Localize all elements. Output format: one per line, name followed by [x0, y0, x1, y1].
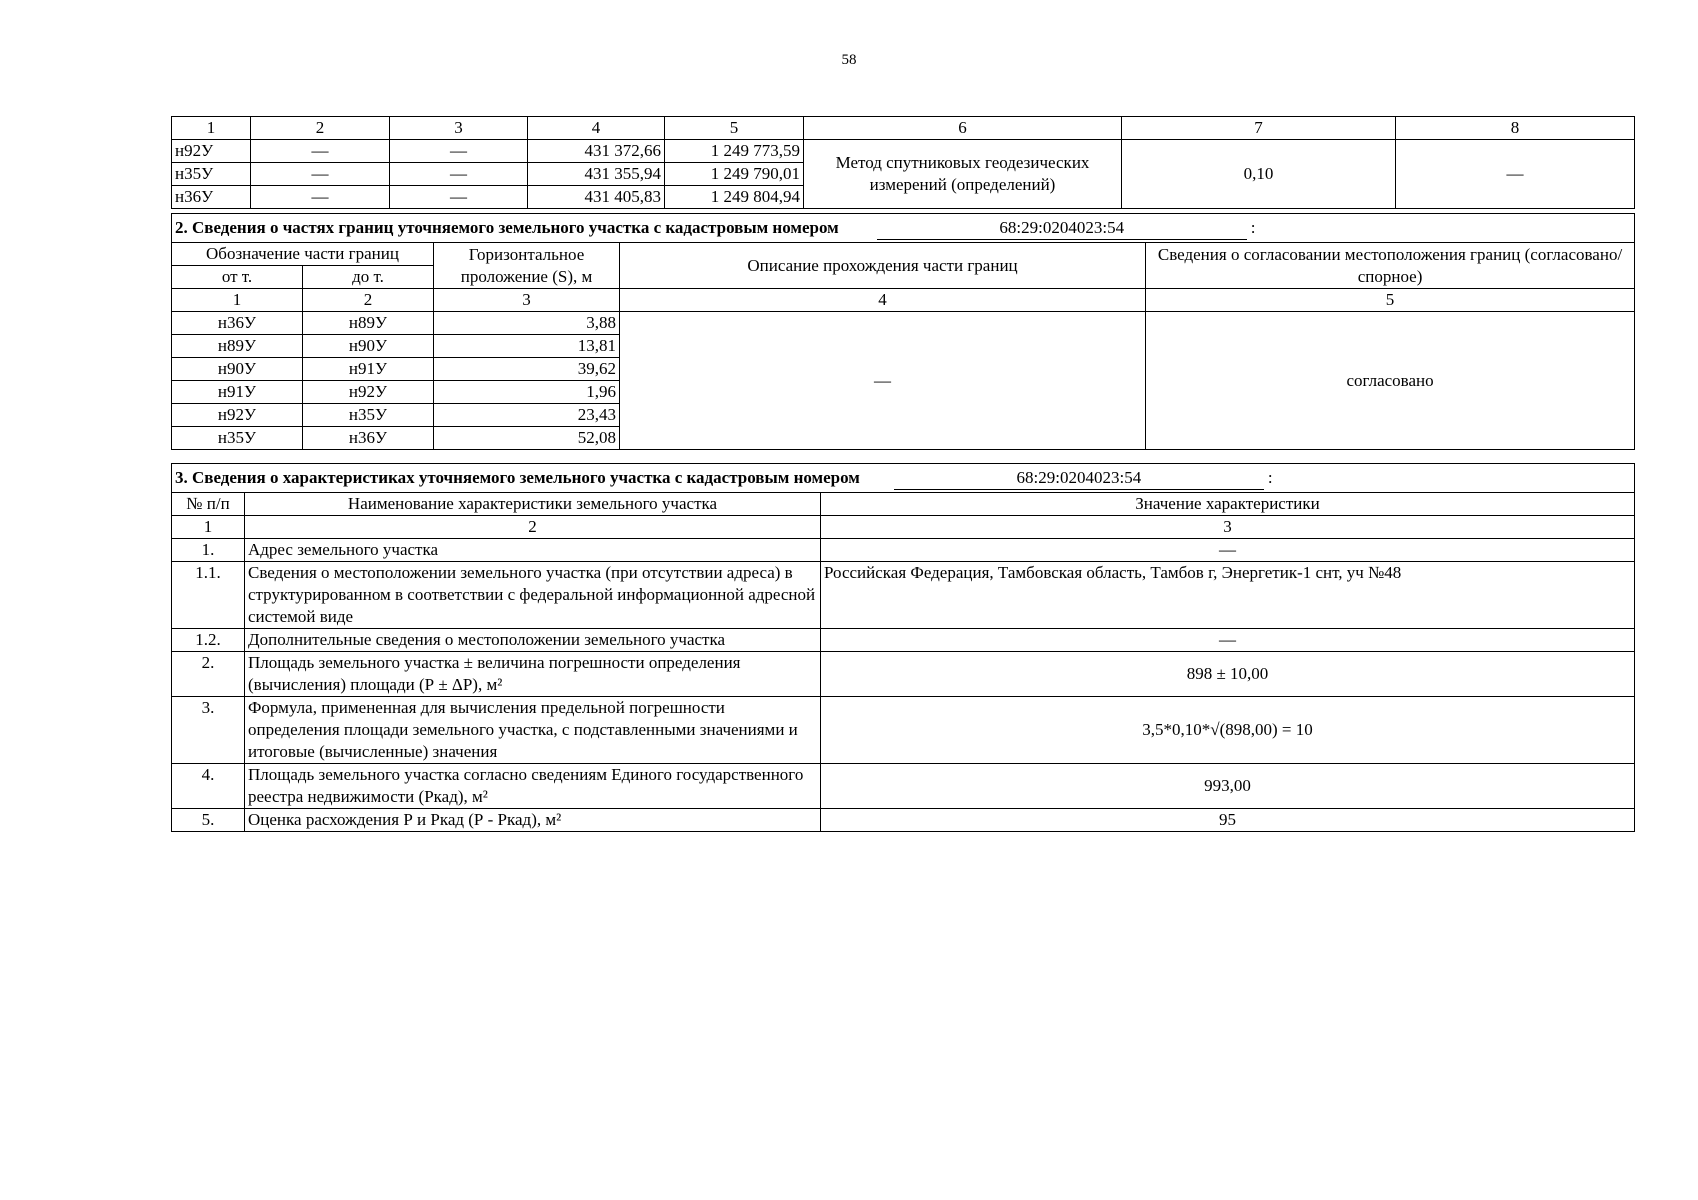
table-row: [172, 562, 1635, 629]
from-point: н36У: [172, 312, 303, 335]
row-number: 5.: [172, 809, 245, 832]
cell-dash: —: [251, 186, 390, 209]
point-name: н36У: [172, 186, 251, 209]
table-header-row: [172, 117, 1635, 140]
section-2-header: [172, 214, 1635, 243]
table-number-row: [172, 289, 1635, 312]
section-3-title-text: 3. Сведения о характеристиках уточняемого земельного участка с кадастровым номером: [175, 467, 860, 487]
characteristic-value: 993,00: [821, 764, 1635, 809]
cell-dash: —: [390, 140, 528, 163]
table-row: [172, 809, 1635, 832]
col-header-5: 5: [665, 117, 804, 140]
table-row: [172, 312, 1635, 335]
table-row: [172, 140, 1635, 163]
cell-dash: —: [390, 163, 528, 186]
value-header: Значение характеристики: [821, 493, 1635, 516]
table-row: [172, 652, 1635, 697]
col-number: 1: [172, 516, 245, 539]
page-number: 58: [841, 52, 857, 68]
table-row: [172, 764, 1635, 809]
row-number: 1.1.: [172, 562, 245, 629]
characteristic-name: Оценка расхождения Р и Ркад (Р - Ркад), м²: [245, 809, 821, 832]
characteristic-value: 3,5*0,10*√(898,00) = 10: [821, 697, 1635, 764]
coord-y: 1 249 773,59: [665, 140, 804, 163]
horizontal-value: 1,96: [434, 381, 620, 404]
coord-y: 1 249 790,01: [665, 163, 804, 186]
agreement-header: Сведения о согласовании местоположения границ (согласовано/спорное): [1146, 243, 1635, 289]
section-2-title: [172, 214, 1635, 243]
coord-y: 1 249 804,94: [665, 186, 804, 209]
description-header: Описание прохождения части границ: [620, 243, 1146, 289]
table-header-row: [172, 493, 1635, 516]
designation-header: Обозначение части границ: [172, 243, 434, 266]
row-number: 4.: [172, 764, 245, 809]
characteristic-value: Российская Федерация, Тамбовская область, Тамбов г, Энергетик-1 снт, уч №48: [821, 562, 1635, 629]
col-number: 4: [620, 289, 1146, 312]
col-header-4: 4: [528, 117, 665, 140]
col8-cell: —: [1396, 140, 1635, 209]
col-number: 3: [434, 289, 620, 312]
section-2-cadastral-number: 68:29:0204023:54: [877, 217, 1247, 240]
from-point: н91У: [172, 381, 303, 404]
horizontal-header: Горизонтальное проложение (S), м: [434, 243, 620, 289]
characteristic-value: —: [821, 539, 1635, 562]
row-number: 1.2.: [172, 629, 245, 652]
section-3-header: [172, 464, 1635, 493]
name-header: Наименование характеристики земельного участка: [245, 493, 821, 516]
precision-cell: 0,10: [1122, 140, 1396, 209]
description-cell: —: [620, 312, 1146, 450]
col-header-7: 7: [1122, 117, 1396, 140]
col-header-2: 2: [251, 117, 390, 140]
characteristic-name: Дополнительные сведения о местоположении земельного участка: [245, 629, 821, 652]
agreement-cell: согласовано: [1146, 312, 1635, 450]
from-point: н90У: [172, 358, 303, 381]
col-header-1: 1: [172, 117, 251, 140]
from-point: н92У: [172, 404, 303, 427]
cell-dash: —: [390, 186, 528, 209]
col-header-6: 6: [804, 117, 1122, 140]
section-3-cadastral-number: 68:29:0204023:54: [894, 467, 1264, 490]
characteristic-value: —: [821, 629, 1635, 652]
horizontal-value: 52,08: [434, 427, 620, 450]
coord-x: 431 405,83: [528, 186, 665, 209]
table-header-row: [172, 243, 1635, 266]
cell-dash: —: [251, 140, 390, 163]
to-point: н89У: [303, 312, 434, 335]
horizontal-value: 3,88: [434, 312, 620, 335]
from-point: н89У: [172, 335, 303, 358]
point-name: н35У: [172, 163, 251, 186]
cell-dash: —: [251, 163, 390, 186]
characteristic-name: Формула, примененная для вычисления предельной погрешности определения площади земельного участка, с подставленными значениями и итоговые (вычисленные) значения: [245, 697, 821, 764]
boundary-parts-table: [171, 213, 1635, 450]
section-3-title: [172, 464, 1635, 493]
characteristics-table: [171, 463, 1635, 832]
table-row: [172, 697, 1635, 764]
from-header: от т.: [172, 266, 303, 289]
from-point: н35У: [172, 427, 303, 450]
table-row: [172, 629, 1635, 652]
coord-x: 431 355,94: [528, 163, 665, 186]
num-header: № п/п: [172, 493, 245, 516]
to-point: н92У: [303, 381, 434, 404]
to-point: н90У: [303, 335, 434, 358]
col-number: 3: [821, 516, 1635, 539]
characteristic-name: Сведения о местоположении земельного участка (при отсутствии адреса) в структурированном в соответствии с федеральной информационной адресной системой виде: [245, 562, 821, 629]
to-point: н35У: [303, 404, 434, 427]
row-number: 1.: [172, 539, 245, 562]
horizontal-value: 13,81: [434, 335, 620, 358]
coordinates-table: [171, 116, 1635, 209]
coord-x: 431 372,66: [528, 140, 665, 163]
section-2-title-text: 2. Сведения о частях границ уточняемого земельного участка с кадастровым номером: [175, 217, 839, 237]
method-cell: Метод спутниковых геодезических измерений (определений): [804, 140, 1122, 209]
col-number: 1: [172, 289, 303, 312]
table-row: [172, 539, 1635, 562]
section-2-colon: :: [1250, 217, 1256, 237]
characteristic-value: 95: [821, 809, 1635, 832]
col-number: 2: [303, 289, 434, 312]
characteristic-value: 898 ± 10,00: [821, 652, 1635, 697]
horizontal-value: 39,62: [434, 358, 620, 381]
characteristic-name: Адрес земельного участка: [245, 539, 821, 562]
to-point: н91У: [303, 358, 434, 381]
row-number: 2.: [172, 652, 245, 697]
to-header: до т.: [303, 266, 434, 289]
point-name: н92У: [172, 140, 251, 163]
col-number: 5: [1146, 289, 1635, 312]
col-number: 2: [245, 516, 821, 539]
col-header-3: 3: [390, 117, 528, 140]
table-number-row: [172, 516, 1635, 539]
horizontal-value: 23,43: [434, 404, 620, 427]
characteristic-name: Площадь земельного участка согласно сведениям Единого государственного реестра недвижимости (Ркад), м²: [245, 764, 821, 809]
characteristic-name: Площадь земельного участка ± величина погрешности определения (вычисления) площади (Р ± ΔР), м²: [245, 652, 821, 697]
to-point: н36У: [303, 427, 434, 450]
row-number: 3.: [172, 697, 245, 764]
col-header-8: 8: [1396, 117, 1635, 140]
section-3-colon: :: [1267, 467, 1273, 487]
